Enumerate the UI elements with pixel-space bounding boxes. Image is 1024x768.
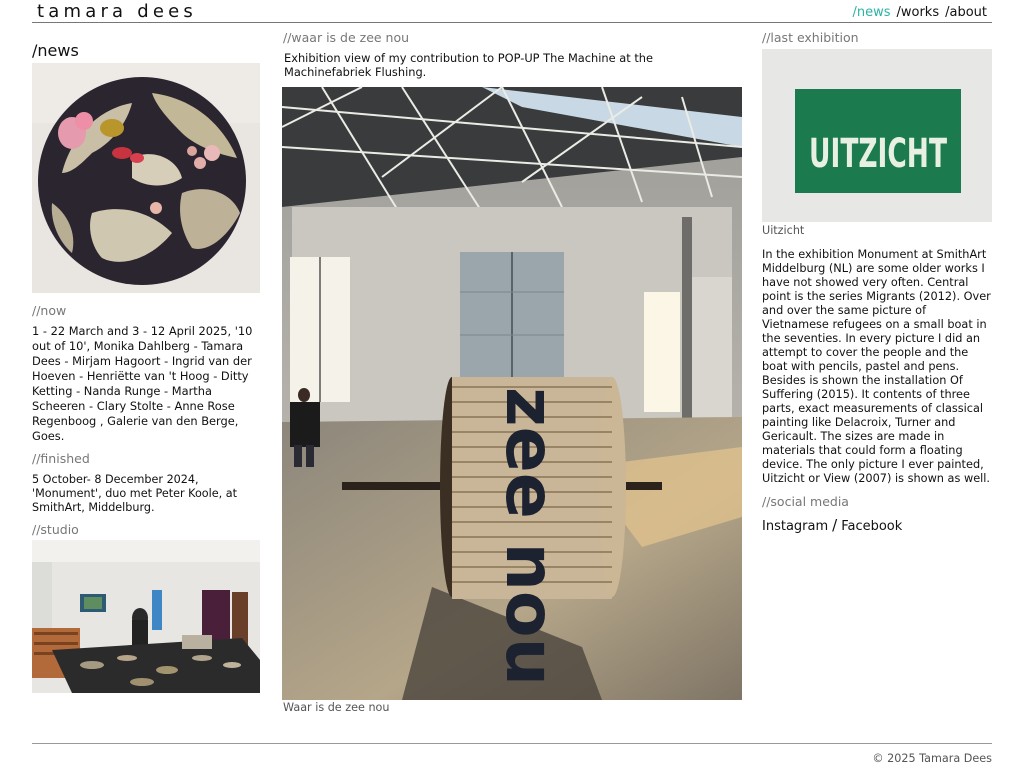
studio-label: //studio: [32, 522, 79, 537]
exhibition-caption: Waar is de zee nou: [283, 701, 390, 714]
studio-image[interactable]: [32, 540, 260, 693]
middle-column: [282, 30, 742, 715]
uitzicht-sign-text: UITZICHT: [809, 131, 948, 177]
right-column: [762, 30, 992, 534]
facebook-link[interactable]: Facebook: [841, 519, 903, 534]
social-links: [762, 516, 992, 534]
nav-about[interactable]: /about: [945, 5, 987, 20]
social-separator: /: [832, 516, 838, 534]
finished-text: 5 October- 8 December 2024, 'Monument', duo met Peter Koole, at SmithArt, Middelburg.: [32, 473, 237, 514]
now-label: //now: [32, 303, 67, 318]
drum-lettering: zee nou: [490, 387, 569, 687]
last-exhibition-text: In the exhibition Monument at SmithArt Middelburg (NL) are some older works I have not showed very often. Central point is the series Migrants (2012). Over and over the same picture of Vietnamese refugees on a small boat in the seventies. In every picture I did an attempt to cover the people and the boat with pencils, pastel and pens. Besides is shown the installation Of Suffering (2015). It contents of three parts, exact measurements of classical painting like Delacroix, Turner and Gericault. The sizes are made in materials that could form a floating device. The only picture I ever painted, Uitzicht or View (2007) is shown as well.: [762, 248, 991, 485]
now-text: 1 - 22 March and 3 - 12 April 2025, '10 out of 10', Monika Dahlberg - Tamara Dees - Mirjam Hagoort - Ingrid van der Hoeven - Henriëtte van 't Hoog - Ditty Ketting - Nanda Runge - Martha Scheeren - Clary Stolte - Anne Rose Regenboog , Galerie van den Berge, Goes.: [32, 324, 253, 443]
rug-artwork-image[interactable]: [32, 63, 260, 293]
machinefabriek-exhibition-image[interactable]: [282, 87, 742, 700]
uitzicht-image[interactable]: [762, 49, 992, 222]
site-header: [32, 0, 992, 23]
nav-news[interactable]: /news: [852, 5, 891, 20]
left-column: [32, 40, 260, 693]
last-exhibition-label: //last exhibition: [762, 30, 859, 45]
footer-copyright: © 2025 Tamara Dees: [872, 752, 992, 765]
page-title: /news: [32, 41, 79, 60]
social-media-label: //social media: [762, 494, 849, 509]
finished-label: //finished: [32, 451, 90, 466]
footer-divider: [32, 743, 992, 744]
main-nav: [852, 5, 987, 20]
instagram-link[interactable]: Instagram: [762, 519, 829, 534]
site-title[interactable]: tamara dees: [37, 1, 197, 22]
exhibition-intro: Exhibition view of my contribution to POP-UP The Machine at the Machinefabriek Flushing.: [284, 51, 654, 79]
uitzicht-caption: Uitzicht: [762, 224, 805, 237]
nav-works[interactable]: /works: [896, 5, 940, 20]
waar-is-de-zee-nou-label: //waar is de zee nou: [283, 30, 410, 45]
